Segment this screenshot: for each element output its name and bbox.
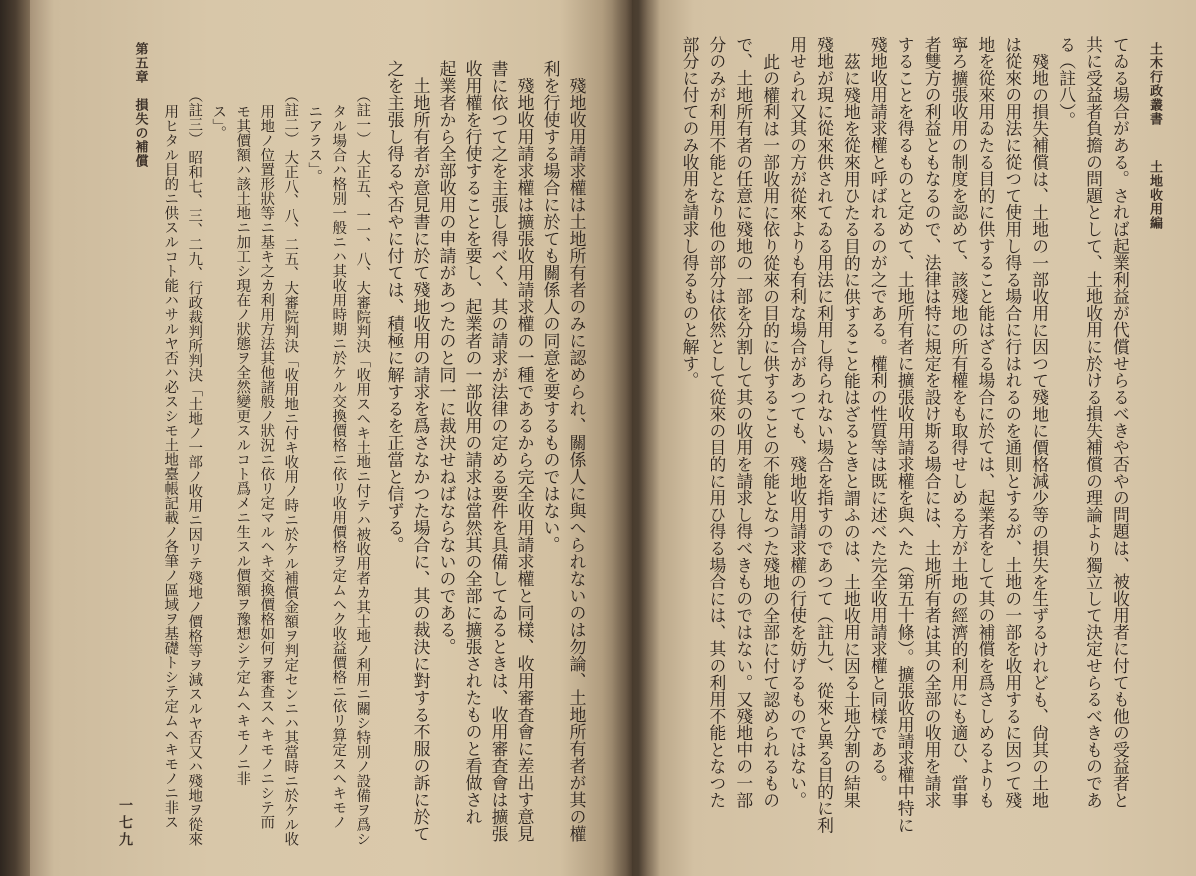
note-text-line: 用ヒタル目的ニ供スルコト能ハサルヤ否ハ必スシモ土地臺帳記載ノ各筆ノ區域ヲ基礎トシテ定ムヘキモノニ非ス — [162, 104, 179, 829]
body-text-line: てゐる場合がある。されば起業利益が代償せらるべきや否やの問題は、被收用者に付ても他の受益者と — [1110, 36, 1131, 809]
running-header-volume: 土地收用編 — [1147, 160, 1162, 230]
body-text-line: 殘地の損失補償は、土地の一部收用に因つて殘地に價格減少等の損失を生ずるけれども、尙其の土地 — [1029, 53, 1050, 809]
body-text-line: 者雙方の利益ともなるので、法律は特に規定を設け斯る場合には、土地所有者は其の全部の收用を請求 — [922, 36, 943, 809]
body-text-line: で、土地所有者の任意に殘地の一部を分割して其の收用を請求し得べきものではない。又殘地中の一部 — [733, 36, 754, 809]
body-text-line: することを得るものと定めて、土地所有者に擴張收用請求權を與へた（第五十條）。擴張收用請求權中特に — [895, 36, 916, 834]
note-text-line: タル場合ハ格別一般ニハ其收用時期ニ於ケル交換價格ニ依リ收用價格ヲ定ムヘク收益價格ニ依リ算定スヘキモノ — [330, 104, 347, 829]
note-text-line: 大正五、一一、八、大審院判決「收用スヘキ土地ニ付テハ被收用者カ其土地ノ利用ニ關シ特別ノ設備ヲ爲シ — [354, 150, 371, 846]
note-text-line: ス」。 — [210, 104, 227, 141]
note-text-line: 用地ノ位置形狀等ニ基キ之カ利用方法其他諸般ノ狀況ニ依リ定マルヘキ交換價格如何ヲ審査スヘキモノニシテ而 — [258, 104, 275, 829]
body-text-line: る（註八）。 — [1056, 36, 1077, 129]
body-text-line: は從來の用法に從つて使用し得る場合に行はれるのを通則とするが、土地の一部を收用するに因つて殘 — [1002, 36, 1023, 809]
running-header-series: 土木行政叢書 — [1147, 42, 1162, 126]
body-text-line: 殘地收用請求權は土地所有者のみに認められ、關係人に與へられないのは勿論、土地所有者が其の權 — [565, 77, 586, 842]
body-text-line: 之を主張し得るや否やに付ては、積極に解するを正當と信ずる。 — [383, 60, 404, 553]
book-spine — [612, 0, 660, 876]
note-text-line: ニアラス」。 — [306, 104, 323, 184]
body-text-line: 用せられ又其の方が從來よりも有利な場合があつても、殘地收用請求權の行使を妨げるものではない。 — [787, 36, 808, 809]
body-text-line: 部分に付てのみ收用を請求し得るものと解す。 — [679, 36, 700, 389]
body-text-line: 殘地收用請求權は擴張收用請求權の一種であるから完全收用請求權と同樣、收用審査會に差出す意見 — [513, 77, 534, 842]
note-label: （註二） — [282, 88, 299, 146]
body-text-line: 寧ろ擴張收用の制度を認めて、該殘地の所有權をも取得せしめる方が土地の經濟的利用にも適ひ、當事 — [948, 36, 969, 809]
body-text-line: 殘地收用請求權と呼ばれるのが之である。權利の性質等は既に述べた完全收用請求權と同樣である。 — [868, 36, 889, 792]
body-text-line: 利を行使する場合に於ても關係人の同意を要するものではない。 — [539, 60, 560, 553]
chapter-header: 第五章 損失の補償 — [132, 42, 148, 168]
body-text-line: 收用權を行使することを要し、起業者の一部收用の請求は當然其の全部に擴張されたものと看做され — [461, 60, 482, 825]
body-text-line: 地を從來用ゐたる目的に供すること能はざる場合に於ては、起業者をして其の補償を爲さしめるよりも — [975, 36, 996, 809]
body-text-line: 土地所有者が意見書に於て殘地收用の請求を爲さなかつた場合に、其の裁決に對する不服の訴に於て — [409, 77, 430, 842]
note-text-line: モ其價額ハ該土地ニ加工シ現在ノ狀態ヲ全然變更スルコト爲メニ生スル價額ヲ豫想シテ定ムヘキモノニ非 — [234, 104, 251, 786]
note-text-line: 昭和七、三、二九、行政裁判所判決「土地ノ一部ノ收用ニ因リテ殘地ノ價格等ヲ減スルヤ否又ハ殘地ヲ從來 — [186, 150, 203, 846]
body-text-line: 此の權利は一部收用に依り從來の目的に供することの不能となつた殘地の全部に付て認められるもの — [760, 53, 781, 809]
body-text-line: 共に受益者負擔の問題として、土地收用に於ける損失補償の理論より獨立して決定せらるべきものであ — [1083, 36, 1104, 809]
body-text-line: 茲に殘地を從來用ひたる目的に供すること能はざるときと謂ふのは、土地收用に因る土地分割の結果 — [841, 53, 862, 809]
body-text-line: 殘地が現に從來供されてゐる用法に利用し得られない場合を指すのであつて（註九）、從來と異る目的に利 — [814, 36, 835, 834]
note-label: （註一） — [354, 88, 371, 146]
body-text-line: 分のみが利用不能となり他の部分は依然として從來の目的に用ひ得る場合には、其の利用不能となつた — [706, 36, 727, 809]
page-number: 一七九 — [117, 798, 133, 849]
body-text-line: 書に依つて之を主張し得べく、其の請求が法律の定める要件を具備してゐるときは、收用審査會は擴張 — [487, 60, 508, 842]
note-label: （註三） — [186, 88, 203, 146]
body-text-line: 起業者から全部收用の申請があつたのと同一に裁決せねばならないのである。 — [435, 60, 456, 655]
note-text-line: 大正八、八、二五、大審院判決「收用地ニ付キ收用ノ時ニ於ケル補償金額ヲ判定センニハ其當時ニ於ケル收 — [282, 150, 299, 846]
